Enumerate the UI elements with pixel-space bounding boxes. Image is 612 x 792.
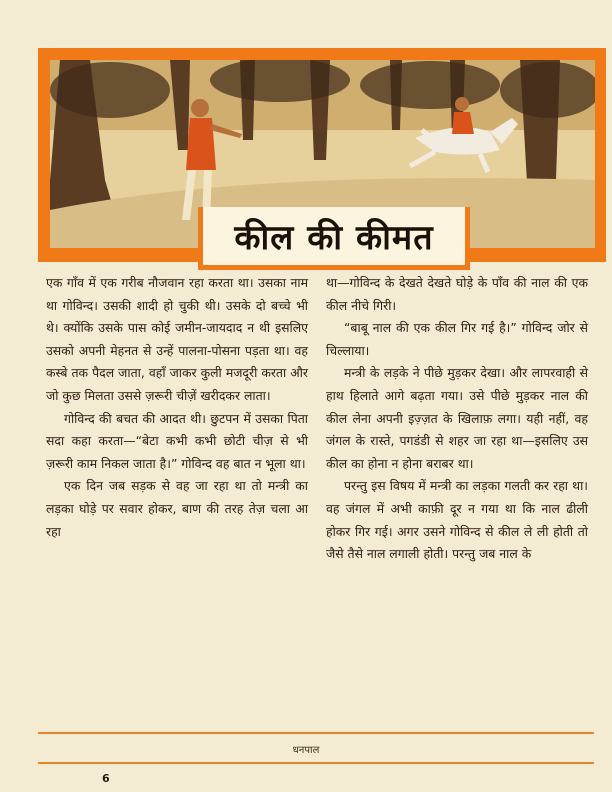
paragraph: एक दिन जब सड़क से वह जा रहा था तो मन्त्री का लड़का घोड़े पर सवार होकर, बाण की तरह तेज़ चला आ रहा bbox=[46, 478, 308, 539]
paragraph: गोविन्द की बचत की आदत थी। छुटपन में उसका पिता सदा कहा करता—“बेटा कभी कभी छोटी चीज़ से भी ज़रूरी काम निकल जाता है।” गोविन्द वह बात न भूला था। bbox=[46, 410, 308, 471]
title-box bbox=[198, 207, 470, 270]
paragraph: परन्तु इस विषय में मन्त्री का लड़का गलती कर रहा था। वह जंगल में अभी काफ़ी दूर न गया था कि नाल ढीली होकर गिर गई। अगर उसने गोविन्द से कील ले ली होती तो जैसे तैसे नाल लगाली होती। परन्तु जब नाल के bbox=[326, 478, 588, 562]
page-number: 6 bbox=[102, 772, 110, 785]
footer-text: धनपाल bbox=[292, 745, 320, 756]
paragraph: एक गाँव में एक गरीब नौजवान रहा करता था। उसका नाम था गोविन्द। उसकी शादी हो चुकी थी। उसके दो बच्चे भी थे। क्योंकि उसके पास कोई जमीन-जायदाद न थी इसलिए उसको अपनी मेहनत से उन्हें पालना-पोसना पड़ता था। वह कस्बे तक पैदल जाता, वहाँ जाकर कुली मजदूरी करता और जो कुछ मिलता उससे ज़रूरी चीज़ें खरीदकर लाता। bbox=[46, 275, 308, 403]
story-title: कील की कीमत bbox=[234, 218, 434, 258]
footer-rule-bottom bbox=[38, 762, 594, 764]
paragraph: “बाबू नाल की एक कील गिर गई है।” गोविन्द जोर से चिल्लाया। bbox=[326, 320, 588, 358]
left-column bbox=[46, 272, 308, 543]
paragraph: था—गोविन्द के देखते देखते घोड़े के पाँव की नाल की एक कील नीचे गिरी। bbox=[326, 275, 588, 313]
right-column bbox=[326, 272, 588, 566]
paragraph: मन्त्री के लड़के ने पीछे मुड़कर देखा। और लापरवाही से हाथ हिलाते आगे बढ़ता गया। उसे पीछे मुड़कर नाल की कील लेना अपनी इज़्ज़त के खिलाफ़ लगा। यही नहीं, वह जंगल के रास्ते, पगडंडी से शहर जा रहा था—इसलिए उस कील का होना न होना बराबर था। bbox=[326, 365, 588, 471]
footer-rule-top bbox=[38, 732, 594, 734]
